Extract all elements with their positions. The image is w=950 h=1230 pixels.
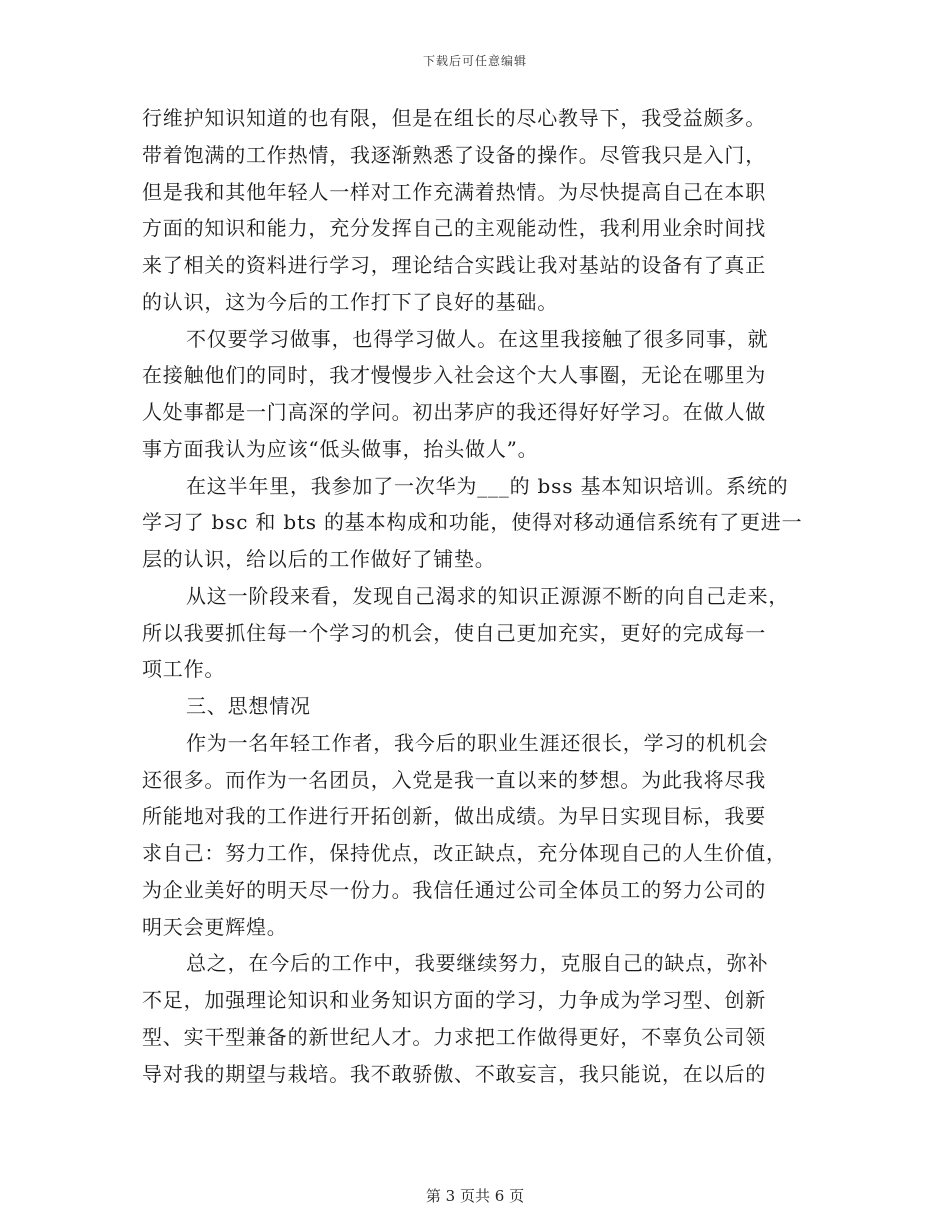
text-line: 方面的知识和能力，充分发挥自己的主观能动性，我利用业余时间找 [142,216,766,241]
text-line: 事方面我认为应该“低头做事，抬头做人”。 [142,436,539,461]
text-line: 不仅要学习做事，也得学习做人。在这里我接触了很多同事，就 [186,326,769,351]
text-line: 型、实干型兼备的新世纪人才。力求把工作做得更好，不辜负公司领 [142,1024,766,1049]
page-number: 第 3 页共 6 页 [425,1187,525,1205]
text-line: 带着饱满的工作热情，我逐渐熟悉了设备的操作。尽管我只是入门， [142,142,766,167]
text-line: 在这半年里，我参加了一次华为___的 bss 基本知识培训。系统的 [186,473,789,498]
text-line: 作为一名年轻工作者，我今后的职业生涯还很长，学习的机机会 [186,730,769,755]
text-line: 导对我的期望与栽培。我不敢骄傲、不敢妄言，我只能说，在以后的 [142,1061,766,1086]
text-line: 不足，加强理论知识和业务知识方面的学习，力争成为学习型、创新 [142,988,766,1012]
text-line: 行维护知识知道的也有限，但是在组长的尽心教导下，我受益颇多。 [142,106,766,130]
page-header: 下载后可任意编辑 [422,54,527,68]
text-line: 项工作。 [142,657,226,682]
text-line: 人处事都是一门高深的学问。初出茅庐的我还得好好学习。在做人做 [142,400,766,424]
text-line: 所能地对我的工作进行开拓创新，做出成绩。为早日实现目标，我要 [142,804,766,829]
text-line: 为企业美好的明天尽一份力。我信任通过公司全体员工的努力公司的 [142,877,766,902]
text-line: 在接触他们的同时，我才慢慢步入社会这个大人事圈，无论在哪里为 [142,363,766,388]
text-line: 所以我要抓住每一个学习的机会，使自己更加充实，更好的完成每一 [142,620,766,645]
text-line: 的认识，这为今后的工作打下了良好的基础。 [142,289,558,314]
text-line: 来了相关的资料进行学习，理论结合实践让我对基站的设备有了真正 [142,253,766,277]
text-line: 总之，在今后的工作中，我要继续努力，克服自己的缺点，弥补 [186,951,769,976]
text-line: 还很多。而作为一名团员，入党是我一直以来的梦想。为此我将尽我 [142,767,766,792]
text-line: 层的认识，给以后的工作做好了铺垫。 [142,547,496,571]
text-line: 从这一阶段来看，发现自己渴求的知识正源源不断的向自己走来， [186,583,790,608]
text-line: 三、思想情况 [186,694,311,718]
text-line: 学习了 bsc 和 bts 的基本构成和功能，使得对移动通信系统有了更进一 [142,510,803,535]
text-line: 明天会更辉煌。 [142,914,288,939]
text-line: 但是我和其他年轻人一样对工作充满着热情。为尽快提高自己在本职 [142,179,766,204]
document-body [142,100,810,1092]
text-line: 求自己：努力工作，保持优点，改正缺点，充分体现自己的人生价值， [142,841,787,865]
